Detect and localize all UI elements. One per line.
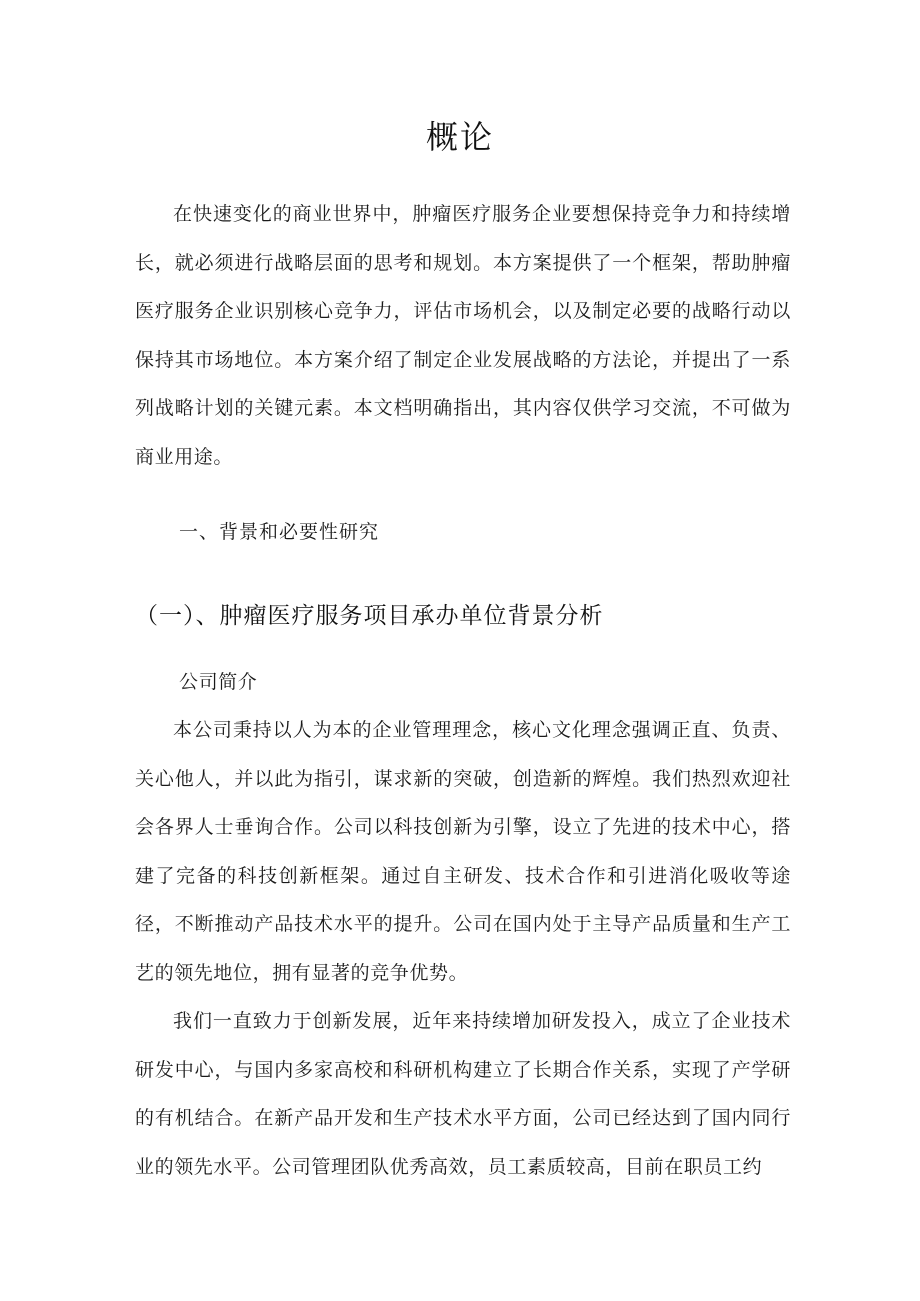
intro-paragraph: 在快速变化的商业世界中，肿瘤医疗服务企业要想保持竞争力和持续增长，就必须进行战略层面的思考和规划。本方案提供了一个框架，帮助肿瘤医疗服务企业识别核心竞争力，评估市场机会，以及制定必要的战略行动以保持其市场地位。本方案介绍了制定企业发展战略的方法论，并提出了一系列战略计划的关键元素。本文档明确指出，其内容仅供学习交流，不可做为商业用途。 (135, 203, 791, 468)
section-heading: 一、背景和必要性研究 (179, 521, 380, 543)
subsection-heading: （一）、肿瘤医疗服务项目承办单位背景分析 (135, 603, 604, 629)
company-paragraph-2: 我们一直致力于创新发展，近年来持续增加研发投入，成立了企业技术研发中心，与国内多家高校和科研机构建立了长期合作关系，实现了产学研的有机结合。在新产品开发和生产技术水平方面，公司已经达到了国内同行业的领先水平。公司管理团队优秀高效，员工素质较高，目前在职员工约 (135, 1010, 791, 1178)
document-title: 概论 (425, 118, 494, 156)
company-paragraph-1: 本公司秉持以人为本的企业管理理念，核心文化理念强调正直、负责、关心他人，并以此为指引，谋求新的突破，创造新的辉煌。我们热烈欢迎社会各界人士垂询合作。公司以科技创新为引擎，设立了先进的技术中心，搭建了完备的科技创新框架。通过自主研发、技术合作和引进消化吸收等途径，不断推动产品技术水平的提升。公司在国内处于主导产品质量和生产工艺的领先地位，拥有显著的竞争优势。 (135, 719, 791, 984)
company-intro-label: 公司简介 (179, 671, 258, 693)
